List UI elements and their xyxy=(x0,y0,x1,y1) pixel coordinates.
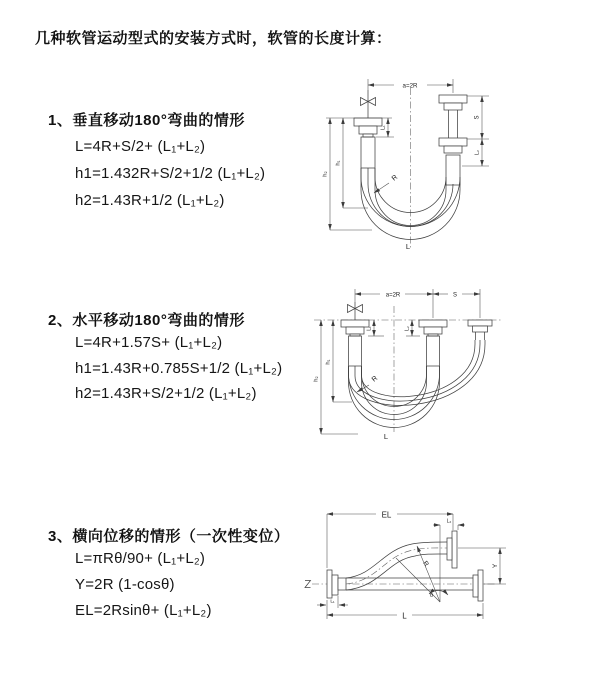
section-1-formula-h2: h2=1.43R+1/2 (L₁+L₂) xyxy=(75,192,225,209)
section-1-formula-l: L=4R+S/2+ (L₁+L₂) xyxy=(75,138,206,155)
d2-label-l: L xyxy=(383,432,389,441)
d2-dimension-h2 xyxy=(314,320,359,434)
d1-label-h1: h₁ xyxy=(335,160,342,166)
section-3-formula-el: EL=2Rsinθ+ (L₁+L₂) xyxy=(75,602,212,619)
d3-label-r: R xyxy=(421,559,430,568)
diagram-vertical-180-bend xyxy=(310,70,600,265)
d3-dimension-l2 xyxy=(433,519,465,531)
d3-label-el: EL xyxy=(381,510,392,520)
d1-braided-hose-right xyxy=(446,155,460,185)
d2-hose-bends xyxy=(349,340,486,428)
d3-dimension-l xyxy=(327,600,483,621)
section-3-formula-y: Y=2R (1-cosθ) xyxy=(75,576,175,593)
section-3-heading: 3、横向位移的情形（一次性变位） xyxy=(48,528,290,545)
section-2-formula-l: L=4R+1.57S+ (L₁+L₂) xyxy=(75,334,223,351)
d2-left-pipe xyxy=(341,320,369,366)
d1-dimension-s xyxy=(467,96,489,139)
d2-middle-pipe xyxy=(419,320,447,366)
d2-braided-hose-middle xyxy=(427,336,440,366)
d2-label-s: S xyxy=(452,292,458,299)
centerline-break-icon xyxy=(305,581,311,588)
section-2-formula-h2: h2=1.43R+S/2+1/2 (L₁+L₂) xyxy=(75,385,257,402)
d2-valve-icon xyxy=(348,302,363,320)
d1-label-l: L xyxy=(405,242,411,251)
section-1-formula-h1: h1=1.432R+S/2+1/2 (L₁+L₂) xyxy=(75,165,266,182)
d3-label-theta: θ xyxy=(429,593,434,599)
diagram-horizontal-180-bend xyxy=(306,282,600,454)
d3-label-y: Y xyxy=(492,563,499,569)
d2-label-a2r: a=2R xyxy=(385,292,401,299)
d2-braided-hose-left xyxy=(349,336,362,366)
d1-label-s: S xyxy=(474,115,481,120)
section-2-formula-h1: h1=1.43R+0.785S+1/2 (L₁+L₂) xyxy=(75,360,283,377)
d2-dimension-l2 xyxy=(405,320,421,336)
d1-label-a2r: a=2R xyxy=(402,82,418,90)
d1-braided-hose-left xyxy=(361,137,375,168)
d2-right-pipe xyxy=(468,320,492,340)
d3-dimension-l1 xyxy=(317,596,348,608)
d1-label-h2: h₂ xyxy=(322,171,329,177)
d1-right-pipe xyxy=(439,95,467,185)
d2-label-h1: h₁ xyxy=(325,359,332,365)
d2-label-l1: L₁ xyxy=(366,326,373,331)
section-2-heading: 2、水平移动180°弯曲的情形 xyxy=(48,312,245,329)
d3-upper-flange xyxy=(447,531,457,568)
d1-left-pipe xyxy=(354,118,382,168)
d3-lower-pipe xyxy=(327,570,483,601)
d3-label-l1: L₁ xyxy=(330,599,335,605)
diagram-lateral-displacement xyxy=(300,498,600,646)
d3-label-l: L xyxy=(402,611,407,621)
d1-label-l2: L₂ xyxy=(474,150,481,155)
d2-label-l2: L₂ xyxy=(404,326,411,331)
d3-label-l2: L₂ xyxy=(446,518,452,525)
d3-radius-angle-construction xyxy=(396,525,448,602)
d1-label-r: R xyxy=(390,173,400,183)
d1-label-l1: L₁ xyxy=(380,125,387,130)
page-title: 几种软管运动型式的安装方式时，软管的长度计算： xyxy=(35,30,392,47)
d1-valve-icon xyxy=(361,90,376,118)
d2-dimension-a2r-s xyxy=(355,289,480,318)
d2-label-h2: h₂ xyxy=(313,376,320,382)
section-1-heading: 1、垂直移动180°弯曲的情形 xyxy=(48,112,245,129)
section-3-formula-l: L=πRθ/90+ (L₁+L₂) xyxy=(75,550,206,567)
d3-dimension-el xyxy=(327,511,453,569)
d2-label-r: R xyxy=(370,374,380,384)
